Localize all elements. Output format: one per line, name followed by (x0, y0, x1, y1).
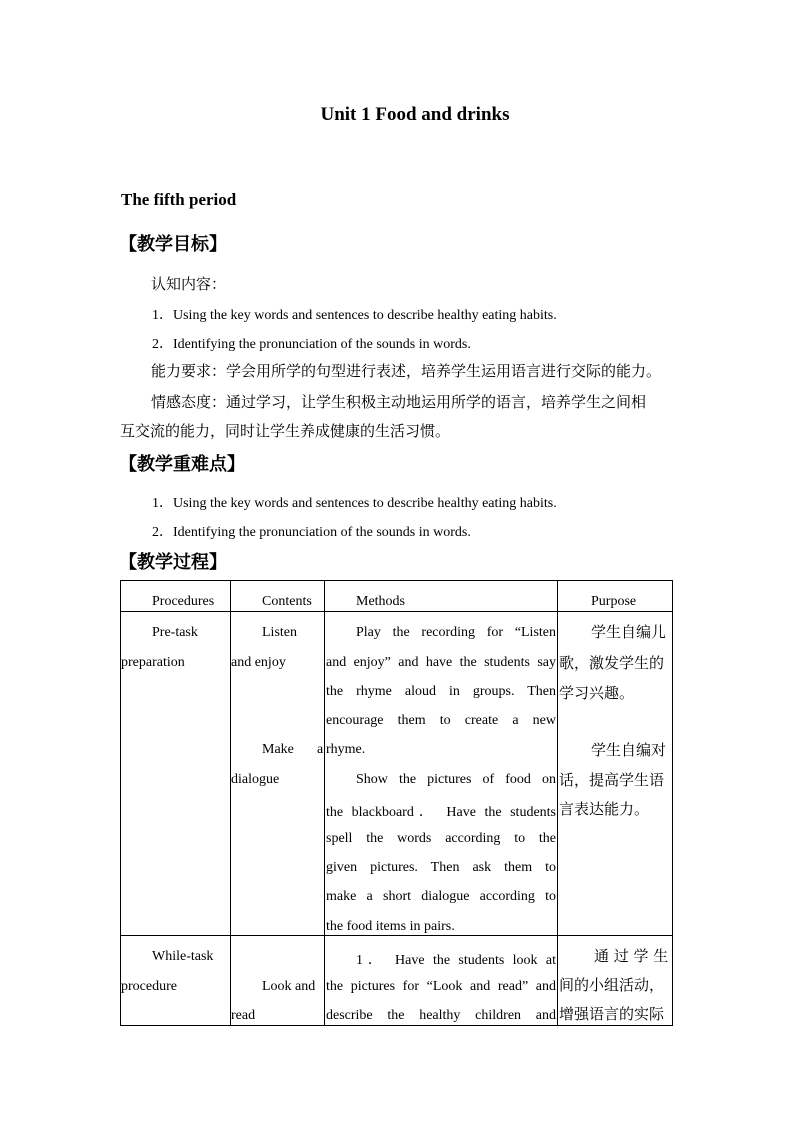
header-methods: Methods (356, 594, 405, 609)
method-line-3: the rhyme aloud in groups. Then (326, 684, 556, 699)
section-key-points: 【教学重难点】 (119, 454, 245, 475)
method-line-5: rhyme. (326, 742, 366, 757)
purpose-line-4: 学生自编对 (591, 741, 667, 759)
method-line-6: Show the pictures of food on (356, 772, 556, 787)
header-procedures: Procedures (152, 594, 215, 609)
process-table (120, 580, 673, 1026)
table-row (121, 936, 673, 1026)
method-line-11: the food items in pairs. (326, 919, 455, 934)
table-row (121, 612, 673, 936)
method-line-10: make a short dialogue according to (326, 889, 556, 904)
table-header-row (121, 581, 673, 612)
header-purpose: Purpose (591, 594, 637, 609)
purpose-line-5: 话，提高学生语 (559, 771, 665, 789)
purpose-line-6: 言表达能力。 (559, 800, 650, 818)
content-listen: Listen (262, 625, 297, 640)
purpose-line-1: 学生自编儿 (591, 623, 667, 641)
content-dialogue: dialogue (231, 772, 280, 787)
procedure-while-task-line1: While-task (152, 949, 214, 964)
section-process: 【教学过程】 (119, 552, 227, 573)
method-line-9: given pictures. Then ask them to (326, 860, 556, 875)
purpose-while-line-1: 通 过 学 生 (594, 947, 669, 965)
cognitive-label: 认知内容： (151, 275, 227, 293)
method-while-line-1: 1． Have the students look at (356, 953, 556, 968)
goal-item-2: 2．Identifying the pronunciation of the sounds in words. (152, 337, 471, 352)
purpose-while-line-3: 增强语言的实际 (559, 1005, 665, 1023)
key-point-1: 1．Using the key words and sentences to describe healthy eating habits. (152, 496, 557, 511)
purpose-line-3: 学习兴趣。 (559, 684, 635, 702)
method-line-1: Play the recording for “Listen (356, 625, 556, 640)
procedure-pre-task-line1: Pre-task (152, 625, 198, 640)
procedure-pre-task-line2: preparation (121, 655, 185, 670)
document-title: Unit 1 Food and drinks (320, 104, 510, 125)
procedure-while-task-line2: procedure (121, 979, 177, 994)
header-contents: Contents (262, 594, 312, 609)
content-and-enjoy: and enjoy (231, 655, 286, 670)
key-point-2: 2．Identifying the pronunciation of the sounds in words. (152, 525, 471, 540)
purpose-while-line-2: 间的小组活动， (559, 976, 665, 994)
period-heading: The fifth period (121, 190, 237, 209)
content-make: Make (262, 742, 294, 757)
method-while-line-3: describe the healthy children and (326, 1008, 556, 1023)
ability-requirement: 能力要求：学会用所学的句型进行表述，培养学生运用语言进行交际的能力。 (151, 362, 662, 380)
purpose-line-2: 歌，激发学生的 (559, 654, 665, 672)
goal-item-1: 1．Using the key words and sentences to describe healthy eating habits. (152, 308, 557, 323)
emotion-line-1: 情感态度：通过学习，让学生积极主动地运用所学的语言，培养学生之间相 (151, 393, 647, 411)
section-goals: 【教学目标】 (119, 234, 227, 255)
content-read: read (231, 1008, 256, 1023)
method-while-line-2: the pictures for “Look and read” and (326, 979, 556, 994)
method-line-8: spell the words according to the (326, 831, 556, 846)
content-a: a (317, 742, 324, 757)
method-line-2: and enjoy” and have the students say (326, 655, 556, 670)
emotion-line-2: 互交流的能力，同时让学生养成健康的生活习惯。 (120, 422, 451, 440)
method-line-4: encourage them to create a new (326, 713, 556, 728)
content-look-and: Look and (262, 979, 316, 994)
method-line-7: the blackboard． Have the students (326, 805, 556, 820)
